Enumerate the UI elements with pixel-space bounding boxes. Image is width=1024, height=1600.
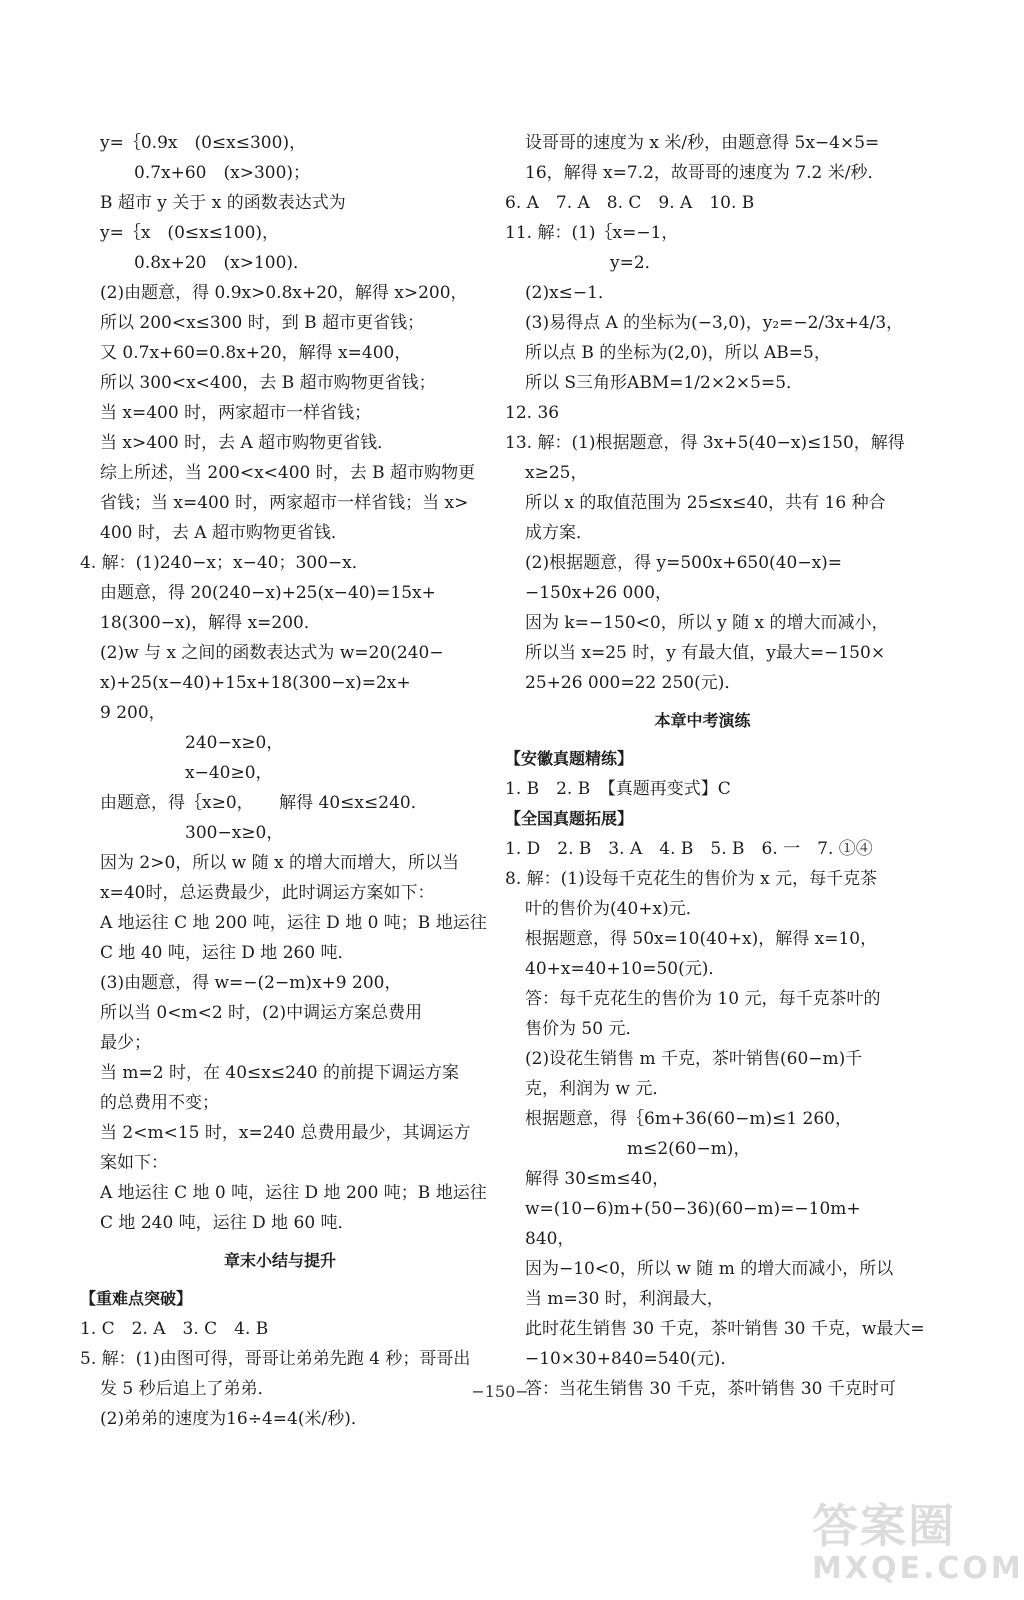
text-line: 由题意，得 20(240−x)+25(x−40)=15x+ — [100, 583, 436, 603]
text-line: 设哥哥的速度为 x 米/秒，由题意得 5x−4×5= — [525, 133, 880, 153]
section-heading: 【安徽真题精练】 — [505, 749, 634, 768]
text-line: 当 m=30 时，利润最大， — [525, 1289, 724, 1309]
text-line: A 地运往 C 地 0 吨，运往 D 地 200 吨；B 地运往 — [100, 1183, 487, 1203]
text-line: 11. 解：(1)｛x=−1， — [505, 223, 679, 243]
text-line: 当 x>400 时，去 A 超市购物更省钱． — [100, 433, 395, 453]
text-line: 叶的售价为(40+x)元． — [525, 899, 703, 919]
watermark-url: MXQE.COM — [812, 1551, 1024, 1586]
text-line: 0.8x+20 (x>100)． — [100, 253, 311, 273]
text-line: 25+26 000=22 250(元)． — [525, 673, 742, 693]
text-line: 所以 S三角形ABM=1/2×2×5=5． — [525, 373, 804, 393]
text-line: (2)x≤−1． — [525, 283, 615, 303]
text-line: 售价为 50 元． — [525, 1019, 643, 1039]
text-line: 成方案． — [525, 523, 593, 543]
text-line: (2)弟弟的速度为16÷4=4(米/秒)． — [100, 1409, 368, 1429]
text-line: 6. A 7. A 8. C 9. A 10. B — [505, 193, 755, 213]
text-line: 最少； — [100, 1033, 151, 1053]
text-line: 1. B 2. B 【真题再变式】C — [505, 779, 731, 799]
text-line: 所以 300<x<400，去 B 超市购物更省钱； — [100, 373, 436, 393]
text-line: 答：当花生销售 30 千克，茶叶销售 30 千克时可 — [525, 1379, 896, 1399]
text-line: 0.7x+60 (x>300)； — [100, 163, 311, 183]
text-line: 13. 解：(1)根据题意，得 3x+5(40−x)≤150，解得 — [505, 433, 905, 453]
text-line: 当 2<m<15 时，x=240 总费用最少，其调运方 — [100, 1123, 471, 1143]
text-line: x=40时，总运费最少，此时调运方案如下： — [100, 883, 435, 903]
text-line: (3)由题意，得 w=−(2−m)x+9 200， — [100, 973, 402, 993]
text-line: w=(10−6)m+(50−36)(60−m)=−10m+ — [525, 1199, 861, 1219]
text-line: 根据题意，得｛6m+36(60−m)≤1 260， — [525, 1109, 852, 1129]
watermark-logo — [812, 1499, 1024, 1590]
text-line: 因为 2>0，所以 w 随 x 的增大而增大，所以当 — [100, 853, 460, 873]
text-line: −150x+26 000， — [525, 583, 673, 603]
text-line: 12. 36 — [505, 403, 560, 423]
text-line: 所以 200<x≤300 时，到 B 超市更省钱； — [100, 313, 425, 333]
text-line: y=2． — [525, 253, 662, 273]
text-line: 发 5 秒后追上了弟弟． — [100, 1379, 275, 1399]
text-line: 当 m=2 时，在 40≤x≤240 的前提下调运方案 — [100, 1063, 459, 1083]
text-line: (2)w 与 x 之间的函数表达式为 w=20(240− — [100, 643, 444, 663]
text-line: 根据题意，得 50x=10(40+x)，解得 x=10， — [525, 929, 878, 949]
section-heading: 【重难点突破】 — [80, 1289, 193, 1308]
text-line: y=｛0.9x (0≤x≤300)， — [100, 133, 307, 153]
text-line: 因为−10<0，所以 w 随 m 的增大而减小，所以 — [525, 1259, 894, 1279]
text-line: 案如下： — [100, 1153, 168, 1173]
text-line: 300−x≥0， — [100, 823, 284, 843]
text-line: 解得 30≤m≤40， — [525, 1169, 670, 1189]
text-line: 240−x≥0， — [100, 733, 284, 753]
text-line: 40+x=40+10=50(元)． — [525, 959, 726, 979]
text-line: 又 0.7x+60=0.8x+20，解得 x=400， — [100, 343, 412, 363]
left-column — [80, 128, 487, 1434]
text-line: (2)设花生销售 m 千克，茶叶销售(60−m)千 — [525, 1049, 863, 1069]
text-line: y=｛x (0≤x≤100)， — [100, 223, 280, 243]
text-line: 所以当 x=25 时，y 有最大值，y最大=−150× — [525, 643, 886, 663]
page-number: −150− — [471, 1382, 529, 1401]
text-line: 因为 k=−150<0，所以 y 随 x 的增大而减小， — [525, 613, 889, 633]
text-line: 400 时，去 A 超市购物更省钱． — [100, 523, 348, 543]
text-line: 省钱；当 x=400 时，两家超市一样省钱；当 x> — [100, 493, 469, 513]
text-line: 18(300−x)，解得 x=200． — [100, 613, 321, 633]
text-line: B 超市 y 关于 x 的函数表达式为 — [100, 193, 346, 213]
text-line: 9 200， — [100, 703, 166, 723]
text-line: 综上所述，当 200<x<400 时，去 B 超市购物更 — [100, 463, 476, 483]
text-line: 5. 解：(1)由图可得，哥哥让弟弟先跑 4 秒；哥哥出 — [80, 1349, 471, 1369]
text-line: 1. C 2. A 3. C 4. B — [80, 1319, 269, 1339]
text-line: 所以当 0<m<2 时，(2)中调运方案总费用 — [100, 1003, 423, 1023]
text-line: (2)根据题意，得 y=500x+650(40−x)= — [525, 553, 843, 573]
text-line: 克，利润为 w 元． — [525, 1079, 670, 1099]
text-line: x−40≥0， — [100, 763, 273, 783]
text-line: C 地 240 吨，运往 D 地 60 吨． — [100, 1213, 355, 1233]
text-line: (3)易得点 A 的坐标为(−3,0)，y₂=−2/3x+4/3， — [525, 313, 904, 333]
section-heading: 【全国真题拓展】 — [505, 809, 634, 828]
text-line: 的总费用不变； — [100, 1093, 219, 1113]
text-line: 8. 解：(1)设每千克花生的售价为 x 元，每千克茶 — [505, 869, 878, 889]
text-line: 16，解得 x=7.2，故哥哥的速度为 7.2 米/秒． — [525, 163, 885, 183]
text-line: x≥25， — [525, 463, 588, 483]
text-line: (2)由题意，得 0.9x>0.8x+20，解得 x>200， — [100, 283, 468, 303]
text-line: 由题意，得｛x≥0， 解得 40≤x≤240． — [100, 793, 428, 813]
text-line: A 地运往 C 地 200 吨，运往 D 地 0 吨；B 地运往 — [100, 913, 487, 933]
text-line: 此时花生销售 30 千克，茶叶销售 30 千克，w最大= — [525, 1319, 925, 1339]
watermark-text: 答案圈 — [812, 1499, 956, 1553]
text-line: m≤2(60−m)， — [525, 1139, 751, 1159]
text-line: C 地 40 吨，运往 D 地 260 吨． — [100, 943, 355, 963]
text-line: 840， — [525, 1229, 575, 1249]
text-line: 1. D 2. B 3. A 4. B 5. B 6. 一 7. ①④ — [505, 839, 873, 859]
text-line: −10×30+840=540(元)． — [525, 1349, 738, 1369]
right-column — [505, 128, 925, 1404]
text-line: 答：每千克花生的售价为 10 元，每千克茶叶的 — [525, 989, 881, 1009]
text-line: 所以 x 的取值范围为 25≤x≤40，共有 16 种合 — [525, 493, 886, 513]
text-line: 所以点 B 的坐标为(2,0)，所以 AB=5， — [525, 343, 831, 363]
text-line: 当 x=400 时，两家超市一样省钱； — [100, 403, 372, 423]
section-title: 章末小结与提升 — [223, 1251, 336, 1270]
section-title: 本章中考演练 — [654, 711, 751, 730]
text-line: 4. 解：(1)240−x；x−40；300−x． — [80, 553, 369, 573]
text-line: x)+25(x−40)+15x+18(300−x)=2x+ — [100, 673, 411, 693]
